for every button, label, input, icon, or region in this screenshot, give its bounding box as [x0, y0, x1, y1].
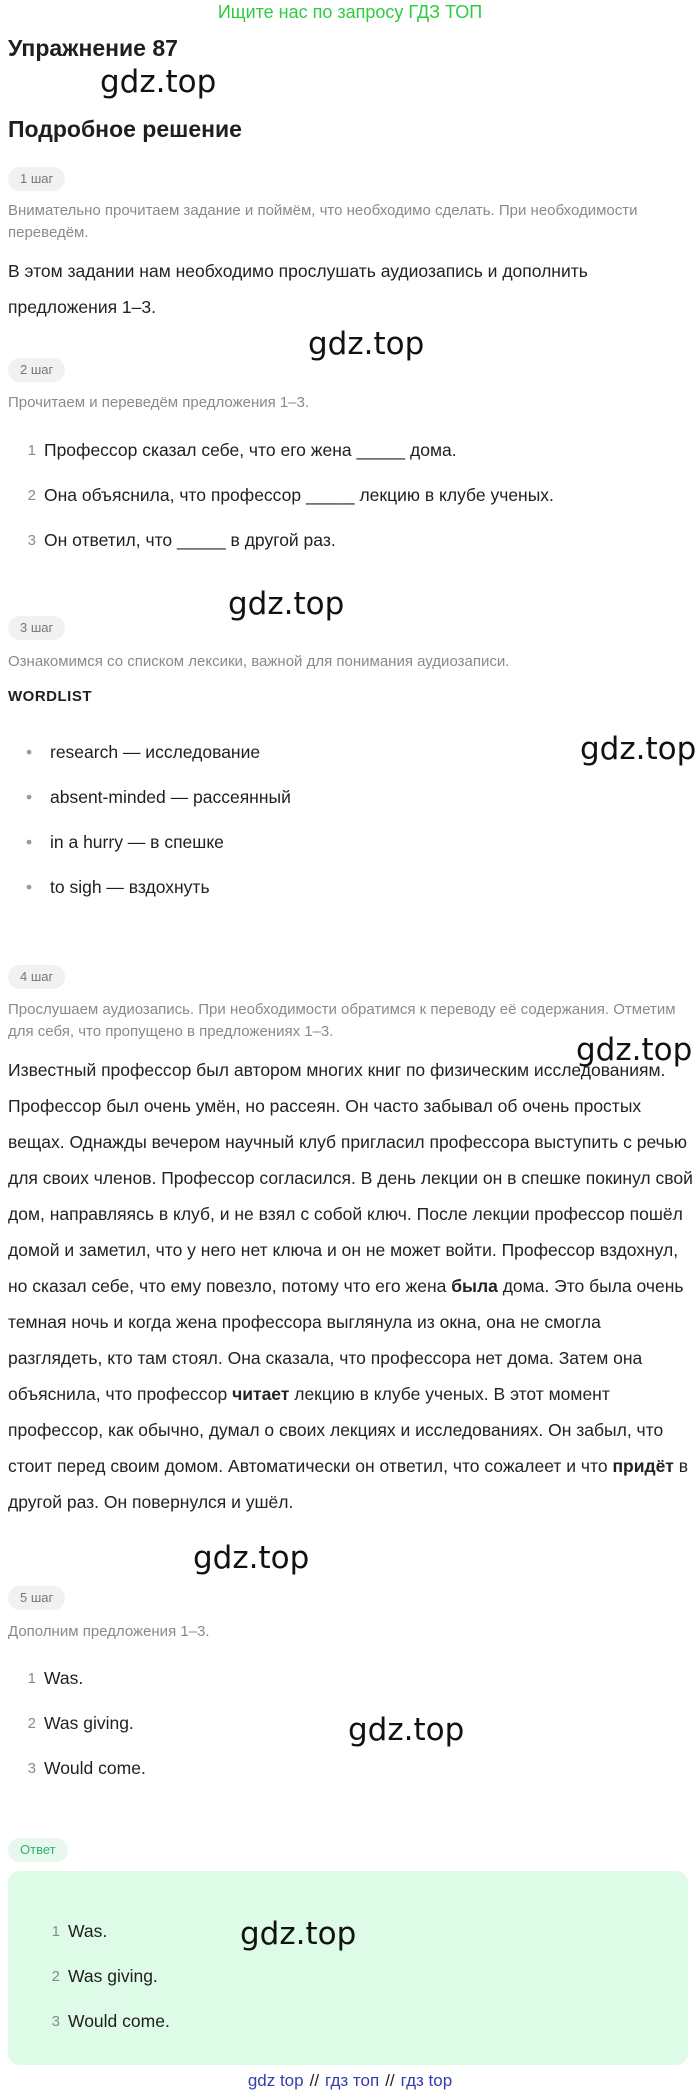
- footer-links: [0, 2068, 700, 2094]
- step-badge-4: 4 шаг: [8, 965, 65, 989]
- step-badge-3: 3 шаг: [8, 616, 65, 640]
- item-number: 3: [51, 2013, 60, 2030]
- item-number: 1: [27, 1670, 36, 1687]
- page-title: Упражнение 87: [8, 35, 178, 61]
- list-item: [8, 473, 688, 518]
- bullet-icon: •: [26, 742, 33, 762]
- item-text: Was.: [68, 1921, 108, 1941]
- item-number: 1: [51, 1923, 60, 1940]
- item-number: 1: [27, 442, 36, 459]
- watermark: gdz.top: [308, 326, 425, 362]
- item-number: 2: [27, 487, 36, 504]
- item-text: Он ответил, что _____ в другой раз.: [44, 530, 336, 550]
- list-item: [8, 1656, 688, 1701]
- audio-transcript: Известный профессор был автором многих книг по физическим исследованиям. Профессор был очень умён, но рассеян. Он часто забывал об очень простых вещах. Однажды вечером научный клуб пригласил профессора выступить с речью для своих членов. Профессор согласился. В день лекции он в спешке покинул свой дом, направляясь в клуб, и не взял с собой ключ. После лекции профессор пошёл домой и заметил, что у него нет ключа и он не может войти. Профессор вздохнул, но сказал себе, что ему повезло, потому что его жена была дома. Это была очень темная ночь и когда жена профессора выглянула из окна, она не смогла разглядеть, кто там стоял. Она сказала, что профессора нет дома. Затем она объяснила, что профессор читает лекцию в клубе ученых. В этот момент профессор, как обычно, думал о своих лекциях и исследованиях. Он забыл, что стоит перед своим домом. Автоматически он ответил, что сожалеет и что придёт в другой раз. Он повернулся и ушёл.: [8, 1060, 693, 1512]
- step-4-hint: Прослушаем аудиозапись. При необходимости обратимся к переводу её содержания. Отметим для себя, что пропущено в предложениях 1–3.: [8, 1001, 676, 1040]
- watermark: gdz.top: [240, 1916, 357, 1952]
- item-text: Профессор сказал себе, что его жена _____ дома.: [44, 440, 457, 460]
- footer-link-2[interactable]: гдз топ: [325, 2071, 380, 2090]
- list-item: [8, 865, 688, 910]
- bullet-icon: •: [26, 877, 33, 897]
- item-text: Was giving.: [68, 1966, 158, 1986]
- search-banner: Ищите нас по запросу ГДЗ ТОП: [217, 2, 483, 22]
- footer-link-3[interactable]: гдз top: [400, 2071, 453, 2090]
- step-3-hint: Ознакомимся со списком лексики, важной для понимания аудиозаписи.: [8, 653, 510, 670]
- item-text: to sigh — вздохнуть: [50, 877, 210, 897]
- bullet-icon: •: [26, 787, 33, 807]
- item-number: 3: [27, 532, 36, 549]
- item-number: 2: [51, 1968, 60, 1985]
- item-text: Was giving.: [44, 1713, 134, 1733]
- wordlist-heading: WORDLIST: [8, 688, 92, 705]
- step-1-text: В этом задании нам необходимо прослушать аудиозапись и дополнить предложения 1–3.: [8, 261, 588, 317]
- watermark: gdz.top: [100, 64, 217, 100]
- watermark: gdz.top: [576, 1032, 693, 1068]
- step-badge-2: 2 шаг: [8, 358, 65, 382]
- step-2-hint: Прочитаем и переведём предложения 1–3.: [8, 394, 310, 411]
- bullet-icon: •: [26, 832, 33, 852]
- list-item: [8, 518, 688, 563]
- footer-separator: //: [385, 2071, 395, 2090]
- step-badge-1: 1 шаг: [8, 167, 65, 191]
- item-text: absent-minded — рассеянный: [50, 787, 291, 807]
- item-text: Она объяснила, что профессор _____ лекцию в клубе ученых.: [44, 485, 554, 505]
- footer-separator: //: [309, 2071, 320, 2090]
- list-item: [8, 1746, 688, 1791]
- item-text: Would come.: [44, 1758, 146, 1778]
- step-2-sentence-list: [8, 428, 688, 563]
- item-text: research — исследование: [50, 742, 261, 762]
- watermark: gdz.top: [580, 731, 697, 767]
- step-1-hint: Внимательно прочитаем задание и поймём, что необходимо сделать. При необходимости переведём.: [8, 202, 638, 241]
- watermark: gdz.top: [348, 1712, 465, 1748]
- list-item: [8, 428, 688, 473]
- item-number: 2: [27, 1715, 36, 1732]
- footer-link-1[interactable]: gdz top: [247, 2071, 304, 2090]
- step-5-hint: Дополним предложения 1–3.: [8, 1623, 210, 1640]
- item-text: Would come.: [68, 2011, 170, 2031]
- watermark: gdz.top: [193, 1540, 310, 1576]
- list-item: [8, 820, 688, 865]
- list-item: [8, 775, 688, 820]
- solution-heading: Подробное решение: [8, 116, 242, 142]
- item-number: 3: [27, 1760, 36, 1777]
- list-item: [32, 1999, 672, 2044]
- answer-badge: Ответ: [8, 1838, 68, 1862]
- item-text: in a hurry — в спешке: [50, 832, 224, 852]
- item-text: Was.: [44, 1668, 84, 1688]
- step-badge-5: 5 шаг: [8, 1586, 65, 1610]
- list-item: [32, 1954, 672, 1999]
- watermark: gdz.top: [228, 586, 345, 622]
